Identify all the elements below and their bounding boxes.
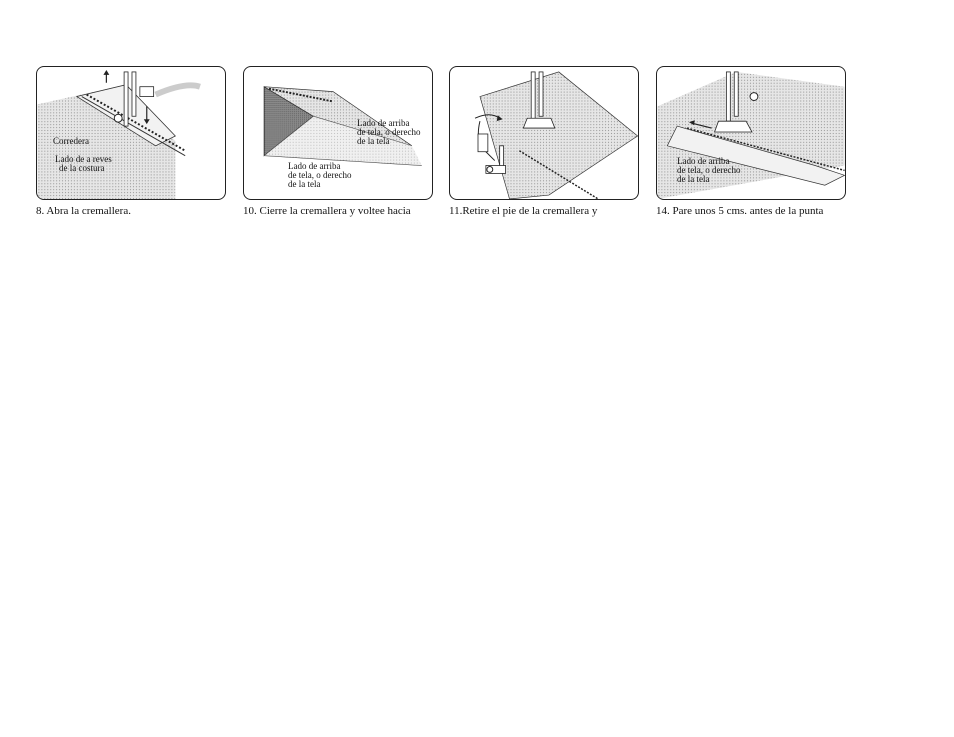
caption-step-14: 14. Pare unos 5 cms. antes de la punta (656, 205, 824, 217)
caption-step-8: 8. Abra la cremallera. (36, 205, 131, 217)
label-reverse-side: Lado de a reves (55, 154, 112, 164)
caption-step-10: 10. Cierre la cremallera y voltee hacia (243, 205, 411, 217)
label-top-side-b-3: de la tela (288, 179, 321, 189)
caption-step-11: 11.Retire el pie de la cremallera y (449, 205, 598, 217)
illustration-close-zipper (243, 66, 433, 200)
label-top-side-a: Lado de arriba (357, 118, 410, 128)
label-top-side-a-3: de la tela (357, 136, 390, 146)
illustration-remove-foot (449, 66, 639, 200)
label-top-side-c-3: de la tela (677, 174, 710, 184)
sewing-machine-zipper-drawing (37, 67, 225, 199)
illustration-open-zipper (36, 66, 226, 200)
illustration-stop-before-end (656, 66, 846, 200)
label-top-side-c-2: de tela, o derecho (677, 165, 741, 175)
presser-foot-drawing (450, 67, 638, 199)
label-slider: Corredera (53, 136, 89, 146)
label-reverse-side-2: de la costura (59, 163, 105, 173)
label-top-side-a-2: de tela, o derecho (357, 127, 421, 137)
label-top-side-b-2: de tela, o derecho (288, 170, 352, 180)
label-top-side-c: Lado de arriba (677, 156, 730, 166)
label-top-side-b: Lado de arriba (288, 161, 341, 171)
